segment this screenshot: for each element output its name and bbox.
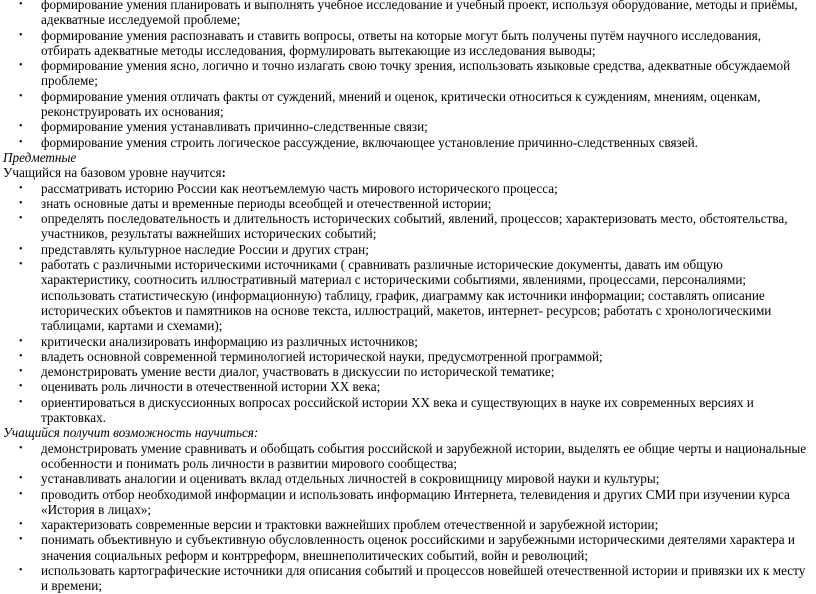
bullet-icon: • <box>19 534 23 546</box>
list-item-text: формирование умения планировать и выполнять учебное исследование и учебный проект, используя оборудование, методы и приёмы, адекватные исследуемой проблеме; <box>41 0 798 28</box>
section-heading-basic-text: Учащийся на базовом уровне научится <box>3 165 222 181</box>
list-item <box>0 364 816 379</box>
list-item <box>0 379 816 394</box>
list-item-text: представлять культурное наследие России и других стран; <box>41 241 369 257</box>
list-item <box>0 349 816 364</box>
bullet-icon: • <box>19 350 23 362</box>
list-item-text: демонстрировать умение вести диалог, участвовать в дискуссии по исторической тематике; <box>41 364 555 380</box>
list-item-text: критически анализировать информацию из различных источников; <box>41 333 418 349</box>
bullet-icon: • <box>19 243 23 255</box>
bullet-icon: • <box>19 396 23 408</box>
list-item-text: рассматривать историю России как неотъемлемую часть мирового исторического процесса; <box>41 180 558 196</box>
list-item <box>0 242 816 257</box>
list-item <box>0 487 816 518</box>
list-item <box>0 58 816 89</box>
list-item-text: формирование умения ясно, логично и точно излагать свою точку зрения, использовать языковые средства, адекватные обсуждаемой проблеме; <box>41 58 791 89</box>
list-item <box>0 89 816 120</box>
list-item-text: устанавливать аналогии и оценивать вклад отдельных личностей в сокровищницу мировой науки и культуры; <box>41 471 660 487</box>
bullet-icon: • <box>19 366 23 378</box>
list-item-text: оценивать роль личности в отечественной истории XX века; <box>41 379 381 395</box>
bullet-icon: • <box>19 0 23 10</box>
bullet-icon: • <box>19 488 23 500</box>
bullet-icon: • <box>19 121 23 133</box>
basic-level-skills-list <box>0 181 816 426</box>
list-item-text: формирование умения распознавать и ставить вопросы, ответы на которые могут быть получены путём научного исследования, отбирать адекватные методы исследования, формулировать вытекающие из исследования выводы; <box>41 27 762 58</box>
list-item-text: работать с различными историческими источниками ( сравнивать различные исторические документы, давать им общую характеристику, соотносить иллюстративный материал с историческими событиями, явлениями, процессами, персоналиями; использовать статистическую (информационную) таблицу, график, диаграмму как источники информации; составлять описание исторических объектов и памятников на основе текста, иллюстраций, макетов, интернет- ресурсов; работать с хронологическими таблицами, картами и схемами); <box>41 257 772 334</box>
bullet-icon: • <box>19 335 23 347</box>
bullet-icon: • <box>19 182 23 194</box>
bullet-icon: • <box>19 381 23 393</box>
bullet-icon: • <box>19 197 23 209</box>
list-item <box>0 28 816 59</box>
list-item <box>0 135 816 150</box>
bullet-icon: • <box>19 473 23 485</box>
bullet-icon: • <box>19 136 23 148</box>
list-item-text: характеризовать современные версии и трактовки важнейших проблем отечественной и зарубежной истории; <box>41 517 659 533</box>
section-heading-advanced: Учащийся получит возможность научиться: <box>3 425 259 441</box>
list-item-text: понимать объективную и субъективную обусловленность оценок российскими и зарубежными историческими деятелями характера и значения социальных реформ и контрреформ, внешнеполитических событий, войн и революций; <box>41 532 795 563</box>
list-item <box>0 532 816 563</box>
list-item <box>0 257 816 333</box>
bullet-icon: • <box>19 213 23 225</box>
list-item <box>0 517 816 532</box>
list-item <box>0 563 816 594</box>
section-heading-basic-colon: : <box>221 165 226 181</box>
section-heading-basic <box>0 165 816 180</box>
list-item-text: определять последовательность и длительность исторических событий, явлений, процессов; характеризовать место, обстоятельства, участников, результаты важнейших исторических событий; <box>41 211 788 242</box>
advanced-level-skills-list <box>0 441 816 594</box>
list-item <box>0 196 816 211</box>
list-item-text: использовать картографические источники для описания событий и процессов новейшей отечественной истории и привязки их к месту и времени; <box>41 562 806 594</box>
bullet-icon: • <box>19 60 23 72</box>
list-item-text: знать основные даты и временные периоды всеобщей и отечественной истории; <box>41 195 492 211</box>
list-item <box>0 395 816 426</box>
list-item <box>0 441 816 472</box>
list-item-text: формирование умения отличать факты от суждений, мнений и оценок, критически относиться к суждениям, мнениям, оценкам, реконструировать их основания; <box>41 88 761 120</box>
list-item <box>0 181 816 196</box>
list-item-text: владеть основной современной терминологией исторической науки, предусмотренной программой; <box>41 348 603 364</box>
list-item-text: проводить отбор необходимой информации и использовать информацию Интернета, телевидения и других СМИ при изучении курса «История в лицах»; <box>41 486 790 517</box>
meta-subject-skills-list <box>0 0 816 150</box>
list-item-text: формирование умения строить логическое рассуждение, включающее установление причинно-следственных связей. <box>41 134 698 150</box>
list-item <box>0 0 816 28</box>
bullet-icon: • <box>19 442 23 454</box>
list-item <box>0 119 816 134</box>
bullet-icon: • <box>19 519 23 531</box>
section-heading-subject: Предметные <box>3 149 77 165</box>
bullet-icon: • <box>19 29 23 41</box>
bullet-icon: • <box>19 564 23 576</box>
list-item <box>0 211 816 242</box>
list-item-text: ориентироваться в дискуссионных вопросах российской истории XX века и существующих в науке их современных версиях и трактовках. <box>41 394 754 426</box>
list-item-text: демонстрировать умение сравнивать и обобщать события российской и зарубежной истории, выделять ее общие черты и национальные особенности и понимать роль личности в развитии мирового сообщества; <box>41 440 807 471</box>
list-item <box>0 471 816 486</box>
list-item-text: формирование умения устанавливать причинно-следственные связи; <box>41 119 428 135</box>
bullet-icon: • <box>19 90 23 102</box>
list-item <box>0 334 816 349</box>
bullet-icon: • <box>19 259 23 271</box>
